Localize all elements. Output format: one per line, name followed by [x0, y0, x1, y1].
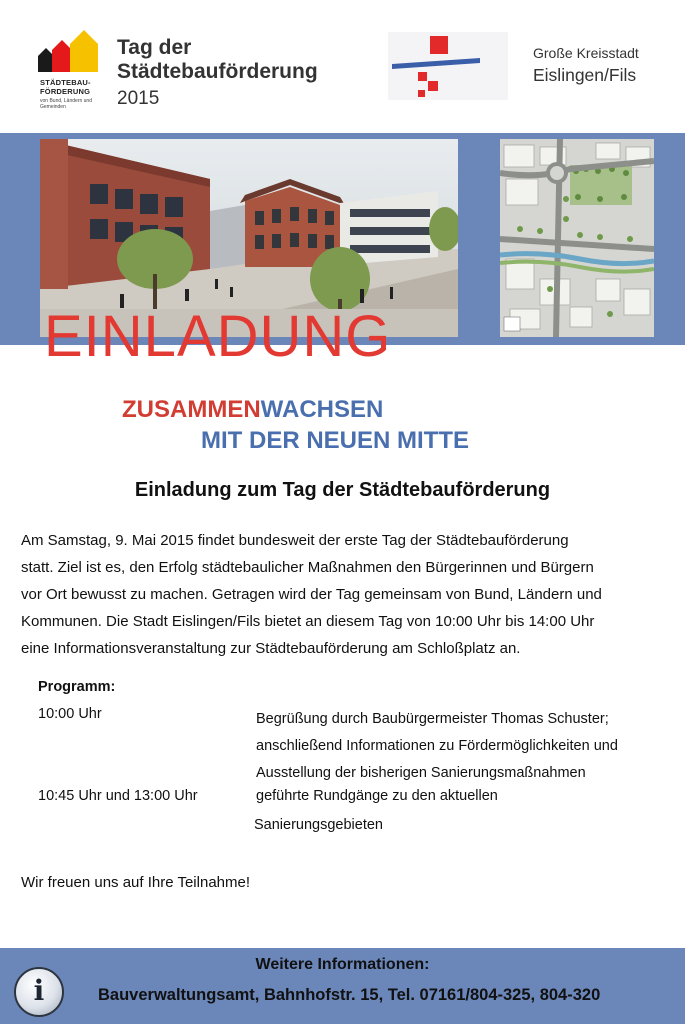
city-name: Eislingen/Fils: [533, 65, 637, 85]
info-icon: i: [14, 967, 64, 1017]
program-description-2-cont: Sanierungsgebieten: [254, 817, 383, 833]
invitation-heading: Einladung zum Tag der Städtebauförderung: [134, 479, 551, 501]
stb-logo-subtext: von Bund, Ländern und Gemeinden: [40, 98, 92, 110]
program-time-2: 10:45 Uhr und 13:00 Uhr: [38, 788, 198, 804]
event-title: Tag der Städtebauförderung: [117, 36, 318, 83]
footer-title: Weitere Informationen:: [255, 956, 430, 973]
eislingen-logo: [388, 32, 508, 100]
intro-paragraph: Am Samstag, 9. Mai 2015 findet bundesweit der erste Tag der Städtebauförderung statt. Ziel ist es, den Erfolg städtebaulicher Maßnahmen den Bürgerinnen und Bürgern vor Ort bewusst zu machen. Getragen wird der Tag gemeinsam von Bund, Ländern und Kommunen. Die Stadt Eislingen/Fils bietet an diesem Tag von 10:00 Uhr bis 14:00 Uhr eine Informationsveranstaltung zur Städtebauförderung am Schloßplatz an.: [21, 532, 602, 657]
program-time-1: 10:00 Uhr: [38, 706, 102, 722]
program-description-1: Begrüßung durch Baubürgermeister Thomas Schuster; anschließend Informationen zu Fördermöglichkeiten und Ausstellung der bisherigen Sanierungsmaßnahmen: [256, 711, 618, 781]
site-plan-image: [500, 139, 654, 337]
stb-logo-text: STÄDTEBAU- FÖRDERUNG: [40, 78, 91, 96]
program-label: Programm:: [38, 679, 116, 695]
program-description-2: geführte Rundgänge zu den aktuellen: [256, 788, 498, 804]
closing-text: Wir freuen uns auf Ihre Teilnahme!: [21, 874, 251, 891]
event-year: 2015: [117, 88, 160, 109]
slogan-line-2: MIT DER NEUEN MITTE: [201, 427, 469, 454]
footer-contact: Bauverwaltungsamt, Bahnhofstr. 15, Tel. 07161/804-325, 804-320: [98, 986, 601, 1004]
invitation-title: EINLADUNG: [44, 304, 392, 369]
city-label: Große Kreisstadt: [533, 45, 639, 61]
slogan-line-1: ZUSAMMENWACHSEN: [122, 396, 384, 423]
